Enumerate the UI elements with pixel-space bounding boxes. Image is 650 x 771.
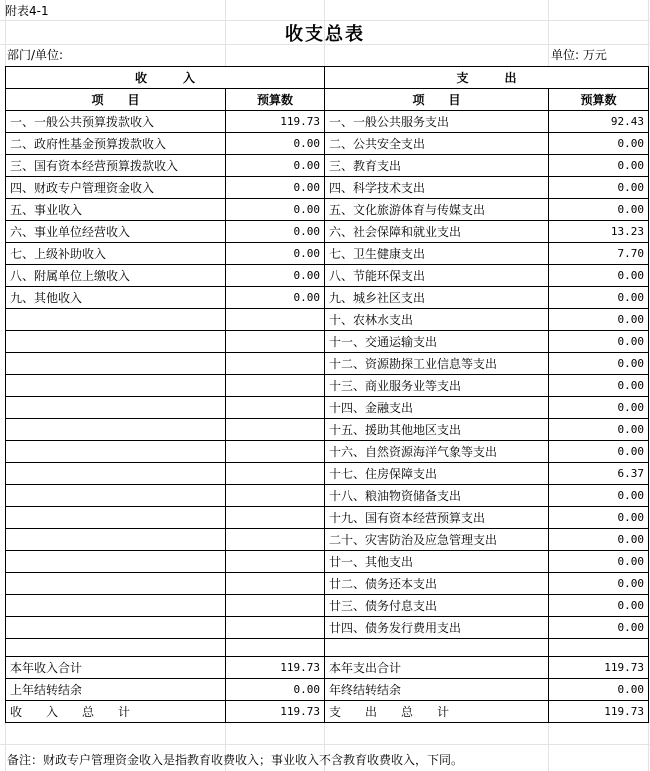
unit-label: 单位: 万元 (551, 48, 607, 62)
expense-item-value: 0.00 (549, 155, 649, 177)
gridline (0, 744, 650, 745)
income-item-value (226, 331, 325, 353)
expense-item-label: 二、公共安全支出 (325, 133, 549, 155)
table-row (6, 221, 649, 243)
expense-item-label: 十七、住房保障支出 (325, 463, 549, 485)
expense-item-label: 廿二、债务还本支出 (325, 573, 549, 595)
expense-total-label: 年终结转结余 (325, 679, 549, 701)
expense-item-label: 十九、国有资本经营预算支出 (325, 507, 549, 529)
expense-item-label: 三、教育支出 (325, 155, 549, 177)
expense-item-value: 0.00 (549, 507, 649, 529)
income-item-value (226, 529, 325, 551)
expense-item-label: 十八、粮油物资储备支出 (325, 485, 549, 507)
income-item-value: 0.00 (226, 177, 325, 199)
income-item-value: 0.00 (226, 133, 325, 155)
table-row (6, 199, 649, 221)
expense-item-value: 0.00 (549, 353, 649, 375)
expense-total-value: 0.00 (549, 679, 649, 701)
table-row (6, 155, 649, 177)
expense-item-value: 0.00 (549, 199, 649, 221)
income-item-label (6, 595, 226, 617)
income-item-label: 五、事业收入 (6, 199, 226, 221)
income-item-value (226, 463, 325, 485)
blank-cell (226, 639, 325, 657)
expense-item-value: 7.70 (549, 243, 649, 265)
income-item-label (6, 419, 226, 441)
table-row (6, 485, 649, 507)
expense-item-label: 八、节能环保支出 (325, 265, 549, 287)
table-row (6, 463, 649, 485)
expense-item-label: 十一、交通运输支出 (325, 331, 549, 353)
table-row (6, 551, 649, 573)
income-budget-column-header: 预算数 (226, 89, 325, 111)
expense-item-label: 七、卫生健康支出 (325, 243, 549, 265)
expense-item-value: 0.00 (549, 397, 649, 419)
expense-item-value: 0.00 (549, 419, 649, 441)
expense-item-value: 0.00 (549, 441, 649, 463)
income-item-label (6, 331, 226, 353)
expense-item-value: 0.00 (549, 595, 649, 617)
income-item-value (226, 353, 325, 375)
totals-row (6, 701, 649, 723)
blank-cell (325, 639, 549, 657)
income-item-value: 0.00 (226, 221, 325, 243)
expense-item-label: 廿四、债务发行费用支出 (325, 617, 549, 639)
expense-item-value: 0.00 (549, 177, 649, 199)
income-item-value: 119.73 (226, 111, 325, 133)
table-row (6, 375, 649, 397)
income-item-value (226, 397, 325, 419)
table-row (6, 595, 649, 617)
income-item-label: 六、事业单位经营收入 (6, 221, 226, 243)
expense-item-value: 13.23 (549, 221, 649, 243)
expense-total-label: 支 出 总 计 (325, 701, 549, 723)
income-item-label (6, 353, 226, 375)
expense-item-label: 四、科学技术支出 (325, 177, 549, 199)
expense-item-label: 十三、商业服务业等支出 (325, 375, 549, 397)
income-item-value: 0.00 (226, 287, 325, 309)
expense-budget-column-header: 预算数 (549, 89, 649, 111)
income-item-label: 二、政府性基金预算拨款收入 (6, 133, 226, 155)
income-item-value (226, 375, 325, 397)
income-item-value (226, 617, 325, 639)
expense-header: 支 出 (325, 67, 649, 89)
income-item-label: 九、其他收入 (6, 287, 226, 309)
income-item-value: 0.00 (226, 265, 325, 287)
expense-item-label: 二十、灾害防治及应急管理支出 (325, 529, 549, 551)
table-row (6, 441, 649, 463)
expense-total-value: 119.73 (549, 657, 649, 679)
totals-row (6, 679, 649, 701)
expense-item-value: 0.00 (549, 485, 649, 507)
expense-item-label: 十四、金融支出 (325, 397, 549, 419)
totals-row (6, 657, 649, 679)
table-row (6, 111, 649, 133)
expense-total-value: 119.73 (549, 701, 649, 723)
income-item-value (226, 441, 325, 463)
expense-item-value: 0.00 (549, 529, 649, 551)
table-row (6, 265, 649, 287)
income-item-label (6, 507, 226, 529)
page-title: 收支总表 (285, 24, 365, 45)
income-item-label (6, 397, 226, 419)
income-item-label (6, 375, 226, 397)
expense-item-value: 0.00 (549, 133, 649, 155)
expense-item-label: 廿一、其他支出 (325, 551, 549, 573)
table-row (6, 309, 649, 331)
income-total-value: 119.73 (226, 701, 325, 723)
income-header: 收 入 (6, 67, 325, 89)
table-row (6, 353, 649, 375)
expense-item-label: 十五、援助其他地区支出 (325, 419, 549, 441)
table-row (6, 287, 649, 309)
section-header-row (6, 67, 649, 89)
income-item-label: 一、一般公共预算拨款收入 (6, 111, 226, 133)
expense-item-label: 一、一般公共服务支出 (325, 111, 549, 133)
income-item-label (6, 551, 226, 573)
income-item-label (6, 617, 226, 639)
sheet-reference: 附表4-1 (5, 4, 49, 18)
income-item-label (6, 441, 226, 463)
table-row (6, 573, 649, 595)
income-item-label (6, 309, 226, 331)
income-total-value: 119.73 (226, 657, 325, 679)
income-total-label: 上年结转结余 (6, 679, 226, 701)
income-item-value: 0.00 (226, 243, 325, 265)
blank-cell (549, 639, 649, 657)
income-item-label (6, 573, 226, 595)
expense-item-value: 0.00 (549, 551, 649, 573)
income-item-value (226, 573, 325, 595)
table-row (6, 177, 649, 199)
income-item-column-header: 项 目 (6, 89, 226, 111)
expense-item-label: 十二、资源勘探工业信息等支出 (325, 353, 549, 375)
expense-item-label: 廿三、债务付息支出 (325, 595, 549, 617)
table-row (6, 507, 649, 529)
expense-item-value: 6.37 (549, 463, 649, 485)
income-item-value (226, 419, 325, 441)
income-item-value (226, 595, 325, 617)
income-item-value (226, 507, 325, 529)
blank-cell (6, 639, 226, 657)
expense-item-value: 0.00 (549, 375, 649, 397)
income-item-label: 八、附属单位上缴收入 (6, 265, 226, 287)
income-item-label (6, 485, 226, 507)
income-item-value: 0.00 (226, 199, 325, 221)
column-header-row (6, 89, 649, 111)
income-total-value: 0.00 (226, 679, 325, 701)
income-item-label (6, 529, 226, 551)
table-row (6, 397, 649, 419)
table-row (6, 133, 649, 155)
budget-table (5, 66, 649, 723)
expense-item-label: 九、城乡社区支出 (325, 287, 549, 309)
income-item-label: 四、财政专户管理资金收入 (6, 177, 226, 199)
department-label: 部门/单位: (7, 48, 64, 62)
income-item-label: 七、上级补助收入 (6, 243, 226, 265)
income-item-value (226, 551, 325, 573)
expense-item-value: 0.00 (549, 265, 649, 287)
table-row (6, 243, 649, 265)
expense-item-value: 92.43 (549, 111, 649, 133)
expense-item-column-header: 项 目 (325, 89, 549, 111)
table-row (6, 617, 649, 639)
income-item-value (226, 309, 325, 331)
income-item-value (226, 485, 325, 507)
expense-item-value: 0.00 (549, 617, 649, 639)
table-row (6, 529, 649, 551)
expense-item-label: 五、文化旅游体育与传媒支出 (325, 199, 549, 221)
income-item-label (6, 463, 226, 485)
expense-item-label: 六、社会保障和就业支出 (325, 221, 549, 243)
expense-item-value: 0.00 (549, 331, 649, 353)
expense-total-label: 本年支出合计 (325, 657, 549, 679)
income-total-label: 本年收入合计 (6, 657, 226, 679)
footnote: 备注：财政专户管理资金收入是指教育收费收入；事业收入不含教育收费收入，下同。 (7, 753, 464, 767)
table-row (6, 419, 649, 441)
income-total-label: 收 入 总 计 (6, 701, 226, 723)
expense-item-value: 0.00 (549, 573, 649, 595)
blank-row (6, 639, 649, 657)
income-item-label: 三、国有资本经营预算拨款收入 (6, 155, 226, 177)
expense-item-value: 0.00 (549, 287, 649, 309)
expense-item-value: 0.00 (549, 309, 649, 331)
expense-item-label: 十、农林水支出 (325, 309, 549, 331)
income-item-value: 0.00 (226, 155, 325, 177)
expense-item-label: 十六、自然资源海洋气象等支出 (325, 441, 549, 463)
table-row (6, 331, 649, 353)
